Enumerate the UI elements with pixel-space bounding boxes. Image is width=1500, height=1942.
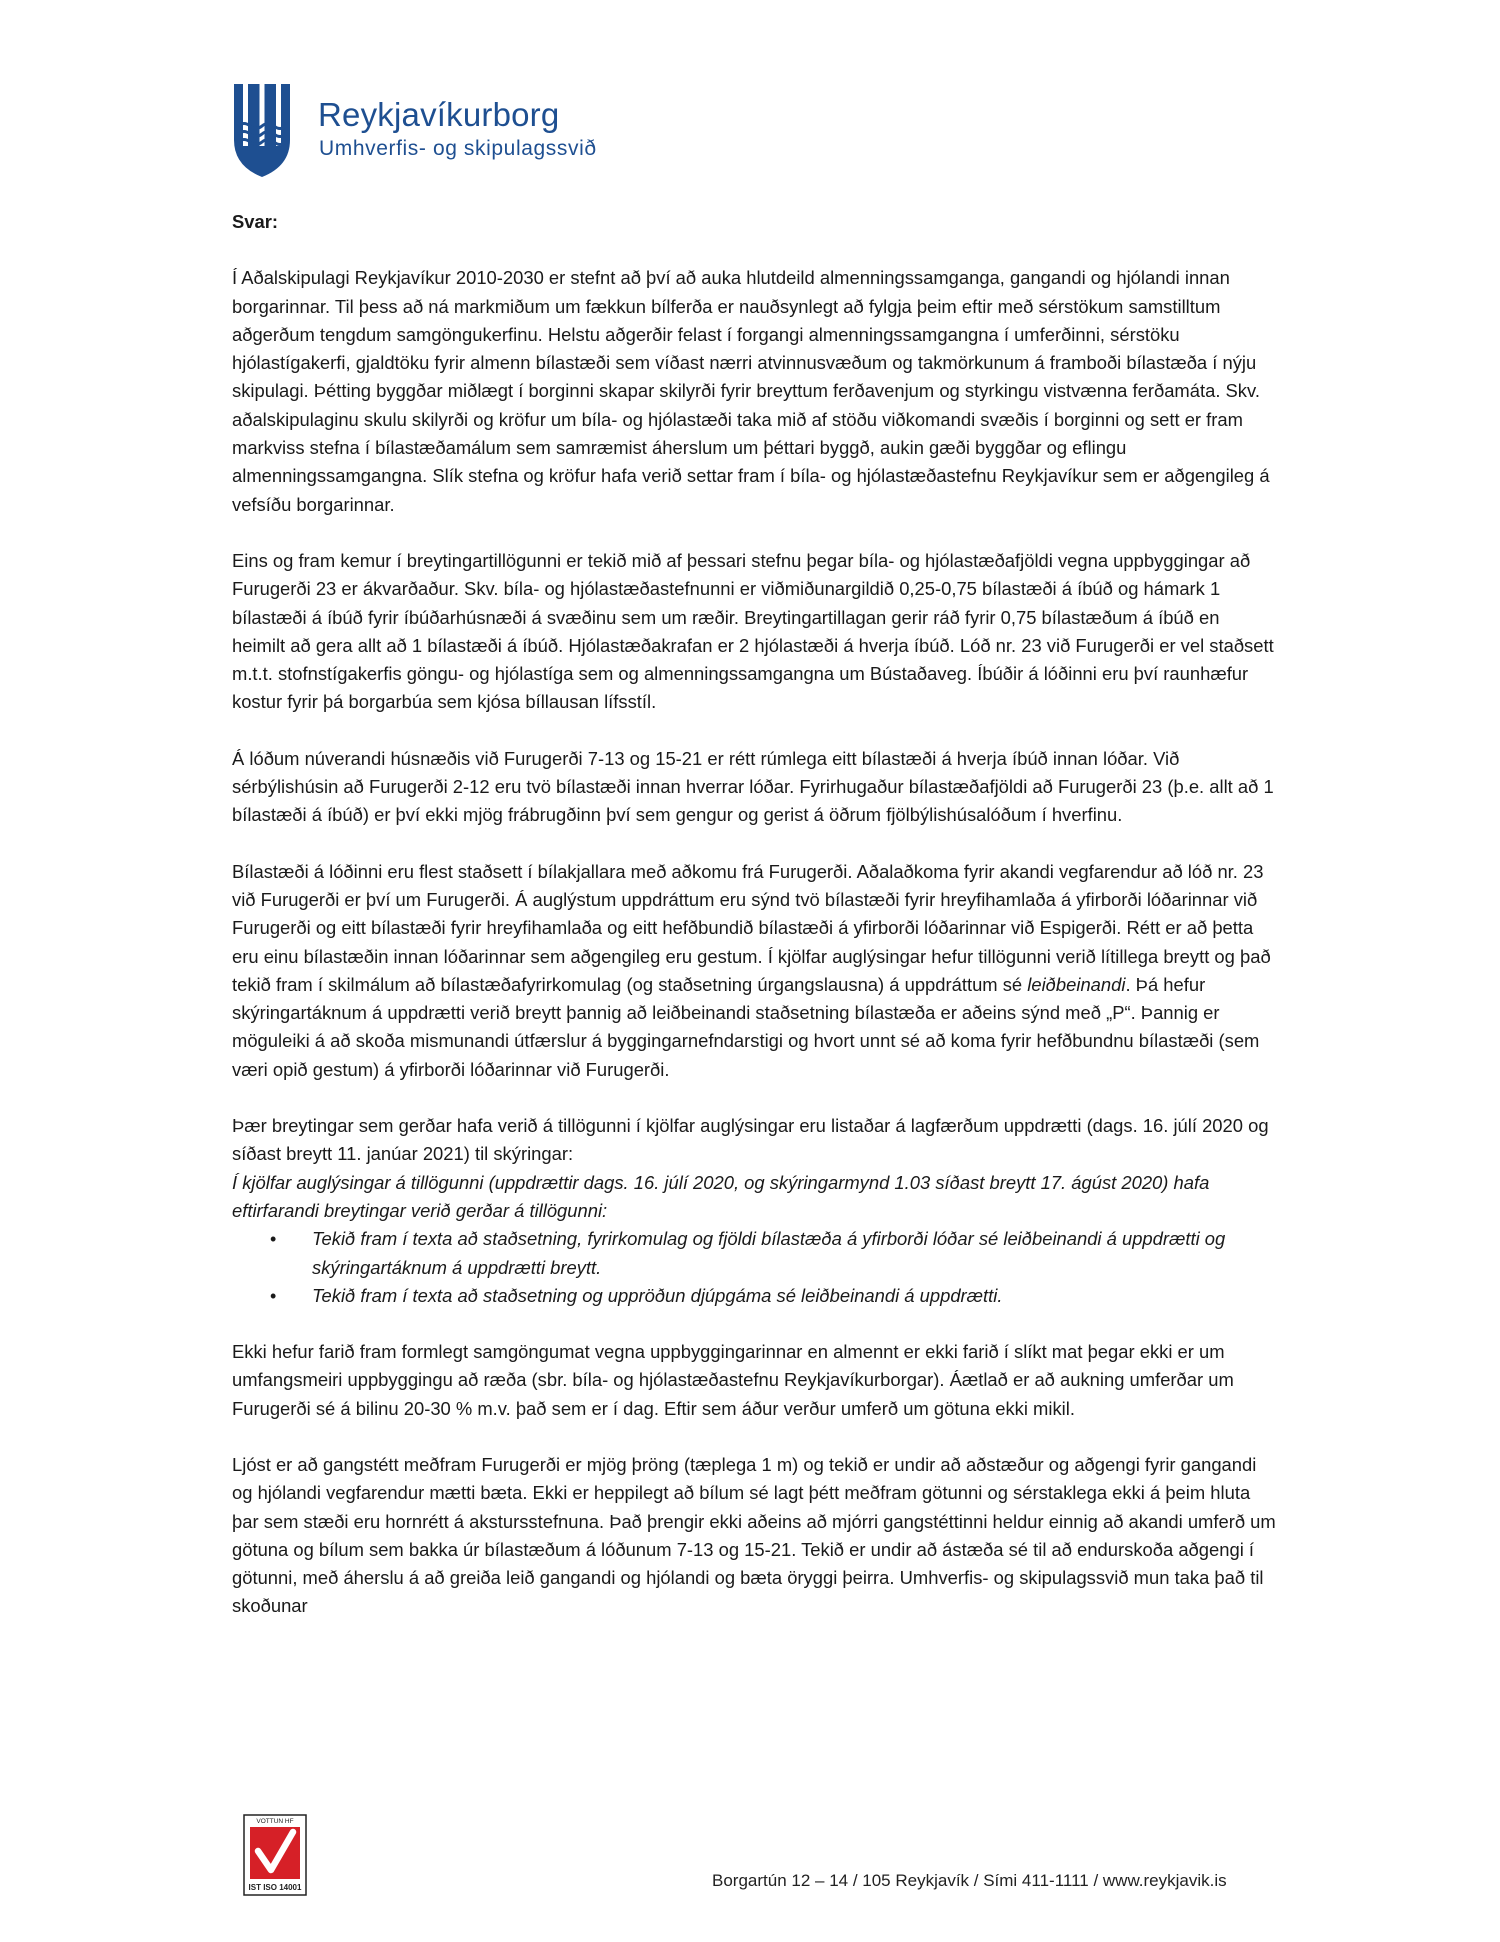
paragraph-6: Ekki hefur farið fram formlegt samgöngumat vegna uppbyggingarinnar en almennt er ekki farið í slíkt mat þegar ekki er um umfangsmeiri uppbyggingu að ræða (sbr. bíla- og hjólastæðastefnu Reykjavíkurborgar). Áætlað er að aukning umferðar um Furugerði sé á bilinu 20-30 % m.v. það sem er í dag. Eftir sem áður verður umferð um götuna ekki mikil. (232, 1341, 1234, 1419)
changes-list (232, 1225, 1277, 1310)
paragraph-4 (232, 858, 1277, 1084)
footer-address: Borgartún 12 – 14 / 105 Reykjavík / Sími 411-1111 / www.reykjavik.is (712, 1871, 1227, 1890)
letter-body (232, 208, 1277, 1621)
paragraph-2: Eins og fram kemur í breytingartillögunni er tekið mið af þessari stefnu þegar bíla- og hjólastæðafjöldi vegna uppbyggingar að Furugerði 23 er ákvarðaður. Skv. bíla- og hjólastæðastefnunni er viðmiðunargildið 0,25-0,75 bílastæði á íbúð og hámark 1 bílastæði á íbúð fyrir íbúðarhúsnæði á svæðinu sem um ræðir. Breytingartillagan gerir ráð fyrir 0,75 bílastæðum á íbúð en heimilt að gera allt að 1 bílastæði á íbúð. Hjólastæðakrafan er 2 hjólastæði á hverja íbúð. Lóð nr. 23 við Furugerði er vel staðsett m.t.t. stofnstígakerfis göngu- og hjólastíga sem og almenningssamgangna um Bústaðaveg. Íbúðir á lóðinni eru því raunhæfur kostur fyrir þá borgarbúa sem kjósa bíllausan lífsstíl. (232, 549, 1274, 713)
letterhead (232, 82, 652, 182)
paragraph-7: Ljóst er að gangstétt meðfram Furugerði er mjög þröng (tæplega 1 m) og tekið er undir að aðstæður og aðgengi fyrir gangandi og hjólandi vegfarendur mætti bæta. Ekki er heppilegt að bílum sé lagt þétt meðfram götunni og sérstaklega ekki á þeim hluta þar sem stæði eru hornrétt á akstursstefnuna. Það þrengir ekki aðeins að mjórri gangstéttinni heldur einnig að akandi umferð um götuna og bílum sem bakka úr bílastæðum á lóðunum 7-13 og 15-21. Tekið er undir að ástæða sé til að endurskoða aðgengi í götunni, með áherslu á að greiða leið gangandi og hjólandi og bæta öryggi þeirra. Umhverfis- og skipulagssvið mun taka það til skoðunar (232, 1453, 1276, 1617)
reykjavik-crest-icon (232, 82, 292, 179)
changes-intro: Þær breytingar sem gerðar hafa verið á tillögunni í kjölfar auglýsingar eru listaðar á lagfærðum uppdrætti (dags. 16. júlí 2020 og síðast breytt 11. janúar 2021) til skýringar: (232, 1115, 1269, 1165)
badge-top-text: VOTTUN HF (256, 1818, 294, 1825)
badge-bottom-text: IST ISO 14001 (248, 1883, 302, 1892)
changes-section (232, 1112, 1277, 1310)
paragraph-3: Á lóðum núverandi húsnæðis við Furugerði 7-13 og 15-21 er rétt rúmlega eitt bílastæði á hverja íbúð innan lóðar. Við sérbýlishúsin að Furugerði 2-12 eru tvö bílastæði innan hverrar lóðar. Fyrirhugaður bílastæðafjöldi að Furugerði 23 (þ.e. allt að 1 bílastæði á íbúð) er því ekki mjög frábrugðinn því sem gengur og gerist á öðrum fjölbýlishúsalóðum í hverfinu. (232, 747, 1274, 826)
org-name: Reykjavíkurborg (318, 96, 560, 133)
answer-heading: Svar: (232, 211, 279, 232)
paragraph-4-start: Bílastæði á lóðinni eru flest staðsett í bílakjallara með aðkomu frá Furugerði. Aðalaðkoma fyrir akandi vegfarendur að lóð nr. 23 við Furugerði er því um Furugerði. Á auglýstum uppdráttum eru sýnd tvö bílastæði fyrir hreyfihamlaða á yfirborði lóðarinnar við Furugerði og eitt bílastæði fyrir hreyfihamlaða og eitt hefðbundið bílastæði á yfirborði lóðarinnar við Espigerði. Rétt er að þetta eru einu bílastæðin innan lóðarinnar sem aðgengileg eru gestum. Í kjölfar auglýsingar hefur tillögunni verið lítillega breytt og það tekið fram í skilmálum að bílastæðafyrirkomulag (og staðsetning úrgangslausna) á uppdráttum sé (232, 860, 1271, 995)
iso-certification-badge-icon (243, 1814, 307, 1896)
department-name: Umhverfis- og skipulagssvið (319, 137, 597, 160)
paragraph-4-emphasis: leiðbeinandi (1027, 973, 1126, 995)
paragraph-1: Í Aðalskipulagi Reykjavíkur 2010-2030 er stefnt að því að auka hlutdeild almenningssamganga, gangandi og hjólandi innan borgarinnar. Til þess að ná markmiðum um fækkun bílferða er nauðsynlegt að fylgja þeim eftir með sérstökum samstilltum aðgerðum tengdum samgöngukerfinu. Helstu aðgerðir felast í forgangi almenningssamgangna í umferðinni, sérstöku hjólastígakerfi, gjaldtöku fyrir almenn bílastæði sem víðast nærri atvinnusvæðum og takmörkunum á framboði bílastæða í nýju skipulagi. Þétting byggðar miðlægt í borginni skapar skilyrði fyrir breyttum ferðavenjum og styrkingu vistvænna ferðamáta. Skv. aðalskipulaginu skulu skilyrði og kröfur um bíla- og hjólastæði taka mið af stöðu viðkomandi svæðis í borginni og sett er fram markviss stefna í bílastæðamálum sem samræmist áherslum um þéttari byggð, aukin gæði byggðar og eflingu almenningssamgangna. Slík stefna og kröfur hafa verið settar fram í bíla- og hjólastæðastefnu Reykjavíkur sem er aðgengileg á vefsíðu borgarinnar. (232, 267, 1270, 515)
list-item: • Tekið fram í texta að staðsetning og uppröðun djúpgáma sé leiðbeinandi á uppdrætti. (312, 1282, 1277, 1310)
changes-note: Í kjölfar auglýsingar á tillögunni (uppdrættir dags. 16. júlí 2020, og skýringarmynd 1.03 síðast breytt 17. ágúst 2020) hafa eftirfarandi breytingar verið gerðar á tillögunni: (232, 1171, 1210, 1221)
list-item: • Tekið fram í texta að staðsetning, fyrirkomulag og fjöldi bílastæða á yfirborði lóðar sé leiðbeinandi á uppdrætti og skýringartáknum á uppdrætti breytt. (312, 1225, 1277, 1282)
paragraph-4-end: . Þá hefur skýringartáknum á uppdrætti verið breytt þannig að leiðbeinandi staðsetning bílastæða er aðeins sýnd með „P“. Þannig er möguleiki á að skoða mismunandi útfærslur á byggingarnefndarstigi og hvort unnt sé að koma fyrir hefðbundnu bílastæði (sem væri opið gestum) á yfirborði lóðarinnar við Furugerði. (232, 973, 1260, 1080)
